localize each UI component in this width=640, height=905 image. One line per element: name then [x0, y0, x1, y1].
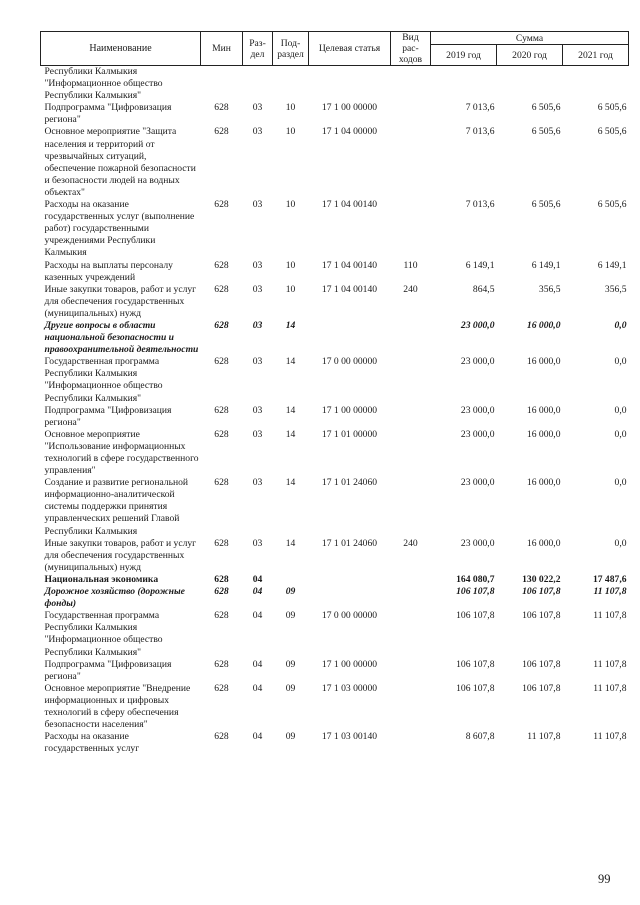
row-name: Основное мероприятие "Внедрение информационных и цифровых технологий в сферу обеспечения безопасности населения" [44, 682, 191, 731]
row-celevaya [309, 320, 391, 356]
row-sum-2019: 164 080,7 [456, 573, 495, 585]
row-celevaya: 17 0 00 00000 [321, 356, 378, 368]
row-razdel: 04 [252, 658, 263, 670]
row-sum-2020 [497, 66, 563, 103]
row-name: Подпрограмма "Цифровизация региона" [44, 404, 172, 428]
row-razdel: 03 [252, 102, 263, 114]
header-podrazdel: Под-раздел [273, 32, 309, 66]
row-sum-2019: 23 000,0 [460, 537, 495, 549]
row-name: Расходы на выплаты персоналу казенных учреждений [44, 259, 173, 283]
table-row [41, 477, 629, 537]
row-name: Национальная экономика [44, 573, 159, 585]
row-name: Основное мероприятие "Защита населения и территорий от чрезвычайных ситуаций, обеспечение пожарной безопасности и безопасности людей на водных объектах" [44, 126, 196, 198]
row-name: Иные закупки товаров, работ и услуг для обеспечения государственных (муниципальных) нужд [44, 283, 197, 319]
row-celevaya: 17 1 01 24060 [321, 477, 378, 489]
row-min: 628 [214, 731, 229, 743]
row-name: Государственная программа Республики Калмыкия "Информационное общество Республики Калмыкия" [44, 356, 163, 404]
row-sum-2019: 106 107,8 [456, 658, 495, 670]
row-vid [391, 126, 431, 199]
row-sum-2021: 17 487,6 [592, 573, 627, 585]
row-podrazdel: 09 [285, 731, 296, 743]
row-razdel: 04 [252, 610, 263, 622]
row-celevaya: 17 1 03 00000 [321, 682, 378, 694]
row-celevaya: 17 1 04 00140 [321, 199, 378, 211]
row-celevaya: 17 0 00 00000 [321, 610, 378, 622]
row-vid [391, 683, 431, 731]
row-vid [391, 574, 431, 586]
row-vid: 240 [403, 537, 418, 549]
row-sum-2020: 16 000,0 [526, 537, 561, 549]
table-row [41, 126, 629, 199]
row-sum-2021: 356,5 [604, 283, 627, 295]
row-name: Подпрограмма "Цифровизация региона" [44, 658, 172, 682]
row-min [201, 66, 243, 103]
row-sum-2019: 106 107,8 [456, 586, 495, 598]
header-year-2021: 2021 год [563, 45, 629, 66]
table-row [41, 260, 629, 284]
row-name: Иные закупки товаров, работ и услуг для обеспечения государственных (муниципальных) нужд [44, 537, 197, 573]
row-name: Государственная программа Республики Калмыкия "Информационное общество Республики Калмыкия" [44, 610, 163, 658]
row-podrazdel: 10 [285, 259, 296, 271]
row-sum-2020: 106 107,8 [522, 610, 561, 622]
row-min: 628 [214, 428, 229, 440]
table-body [41, 66, 629, 756]
row-sum-2020: 106 107,8 [522, 658, 561, 670]
row-sum-2020: 16 000,0 [526, 477, 561, 489]
row-razdel: 03 [252, 199, 263, 211]
row-sum-2021: 11 107,8 [593, 658, 627, 670]
row-razdel: 03 [252, 283, 263, 295]
row-sum-2020: 11 107,8 [527, 731, 561, 743]
row-vid [391, 320, 431, 356]
row-razdel [243, 66, 273, 103]
row-celevaya: 17 1 00 00000 [321, 658, 378, 670]
row-sum-2019: 7 013,6 [465, 102, 495, 114]
row-sum-2020: 6 149,1 [531, 259, 561, 271]
row-podrazdel [273, 574, 309, 586]
row-vid: 240 [403, 283, 418, 295]
row-name: Подпрограмма "Цифровизация региона" [44, 102, 172, 126]
row-podrazdel: 14 [285, 537, 296, 549]
row-min: 628 [214, 199, 229, 211]
row-min: 628 [214, 319, 229, 331]
row-min: 628 [214, 102, 229, 114]
row-name: Республики Калмыкия "Информационное общество Республики Калмыкия" [44, 66, 163, 102]
row-sum-2019: 23 000,0 [460, 428, 495, 440]
row-sum-2019: 8 607,8 [465, 731, 495, 743]
row-sum-2020: 106 107,8 [522, 682, 561, 694]
row-sum-2020: 130 022,2 [522, 573, 561, 585]
header-min: Мин [201, 32, 243, 66]
row-podrazdel: 14 [285, 356, 296, 368]
header-year-2019: 2019 год [431, 45, 497, 66]
header-razdel: Раз-дел [243, 32, 273, 66]
row-sum-2021: 0,0 [614, 356, 627, 368]
row-min: 628 [214, 259, 229, 271]
row-sum-2021: 6 505,6 [597, 102, 627, 114]
row-vid [391, 429, 431, 477]
row-sum-2019: 23 000,0 [460, 477, 495, 489]
row-vid [391, 586, 431, 610]
row-razdel: 04 [252, 573, 263, 585]
row-min: 628 [214, 586, 229, 598]
row-celevaya [309, 66, 391, 103]
row-celevaya [309, 574, 391, 586]
row-podrazdel: 14 [285, 428, 296, 440]
row-sum-2020: 6 505,6 [531, 102, 561, 114]
row-sum-2021: 11 107,8 [593, 682, 627, 694]
row-razdel: 03 [252, 477, 263, 489]
row-podrazdel: 10 [285, 283, 296, 295]
row-sum-2019: 6 149,1 [465, 259, 495, 271]
row-sum-2020: 16 000,0 [526, 404, 561, 416]
row-sum-2020: 6 505,6 [531, 126, 561, 138]
row-min: 628 [214, 658, 229, 670]
row-sum-2021: 11 107,8 [593, 610, 627, 622]
row-sum-2020: 6 505,6 [531, 199, 561, 211]
row-podrazdel [273, 66, 309, 103]
table-row [41, 284, 629, 320]
row-razdel: 03 [252, 126, 263, 138]
table-row [41, 66, 629, 103]
row-sum-2019: 106 107,8 [456, 682, 495, 694]
row-min: 628 [214, 477, 229, 489]
row-vid [391, 356, 431, 404]
row-vid: 110 [403, 259, 418, 271]
row-vid [391, 66, 431, 103]
row-min: 628 [214, 283, 229, 295]
row-razdel: 03 [252, 428, 263, 440]
row-min: 628 [214, 573, 229, 585]
header-summa: Сумма [431, 32, 629, 45]
row-vid [391, 102, 431, 126]
header-vid: Вид рас-ходов [391, 32, 431, 66]
row-celevaya: 17 1 00 00000 [321, 102, 378, 114]
row-sum-2019: 23 000,0 [460, 319, 495, 331]
table-row [41, 356, 629, 404]
row-razdel: 03 [252, 537, 263, 549]
row-name: Расходы на оказание государственных услуг [44, 731, 140, 755]
row-min: 628 [214, 126, 229, 138]
row-sum-2019: 7 013,6 [465, 199, 495, 211]
row-podrazdel: 14 [285, 404, 296, 416]
row-min: 628 [214, 682, 229, 694]
table-row [41, 586, 629, 610]
row-name: Расходы на оказание государственных услуг (выполнение работ) государственными учреждениями Республики Калмыкия [44, 199, 195, 259]
row-sum-2020: 16 000,0 [526, 319, 561, 331]
table-row [41, 405, 629, 429]
row-podrazdel: 14 [285, 319, 296, 331]
row-razdel: 04 [252, 731, 263, 743]
row-podrazdel: 10 [285, 126, 296, 138]
row-sum-2021: 6 505,6 [597, 199, 627, 211]
row-name: Дорожное хозяйство (дорожные фонды) [44, 586, 185, 610]
row-podrazdel: 09 [285, 586, 296, 598]
table-row [41, 610, 629, 658]
row-podrazdel: 10 [285, 102, 296, 114]
row-sum-2021: 0,0 [614, 319, 627, 331]
page-number: 99 [598, 872, 611, 886]
table-row [41, 574, 629, 586]
row-min: 628 [214, 356, 229, 368]
row-celevaya: 17 1 04 00000 [321, 126, 378, 138]
row-podrazdel: 10 [285, 199, 296, 211]
header-name: Наименование [41, 32, 201, 66]
row-celevaya: 17 1 04 00140 [321, 283, 378, 295]
row-sum-2021: 6 505,6 [597, 126, 627, 138]
row-vid [391, 731, 431, 755]
row-razdel: 04 [252, 682, 263, 694]
row-celevaya: 17 1 01 24060 [321, 537, 378, 549]
row-sum-2019: 7 013,6 [465, 126, 495, 138]
row-min: 628 [214, 537, 229, 549]
row-name: Другие вопросы в области национальной безопасности и правоохранительной деятельности [44, 319, 199, 356]
table-row [41, 102, 629, 126]
row-sum-2019: 23 000,0 [460, 356, 495, 368]
row-sum-2021: 0,0 [614, 428, 627, 440]
row-sum-2021 [563, 66, 629, 103]
row-razdel: 04 [252, 586, 263, 598]
row-celevaya: 17 1 03 00140 [321, 731, 378, 743]
header-celevaya: Целевая статья [309, 32, 391, 66]
table-header [41, 32, 629, 66]
row-name: Основное мероприятие "Использование информационных технологий в сфере государственного управления" [44, 428, 199, 477]
row-vid [391, 659, 431, 683]
row-min: 628 [214, 610, 229, 622]
row-razdel: 03 [252, 404, 263, 416]
row-sum-2019: 106 107,8 [456, 610, 495, 622]
row-sum-2019 [431, 66, 497, 103]
row-sum-2020: 356,5 [538, 283, 561, 295]
row-sum-2021: 11 107,8 [593, 586, 627, 598]
table-row [41, 320, 629, 356]
row-vid [391, 610, 431, 658]
row-celevaya [309, 586, 391, 610]
row-podrazdel: 14 [285, 477, 296, 489]
table-row [41, 429, 629, 477]
row-celevaya: 17 1 04 00140 [321, 259, 378, 271]
row-sum-2020: 16 000,0 [526, 428, 561, 440]
row-razdel: 03 [252, 319, 263, 331]
row-podrazdel: 09 [285, 658, 296, 670]
table-row [41, 659, 629, 683]
row-podrazdel: 09 [285, 610, 296, 622]
row-sum-2021: 0,0 [614, 477, 627, 489]
budget-table [40, 31, 629, 755]
row-celevaya: 17 1 00 00000 [321, 404, 378, 416]
table-row [41, 731, 629, 755]
row-sum-2019: 23 000,0 [460, 404, 495, 416]
row-razdel: 03 [252, 356, 263, 368]
row-sum-2021: 0,0 [614, 404, 627, 416]
row-podrazdel: 09 [285, 682, 296, 694]
row-vid [391, 477, 431, 537]
row-razdel: 03 [252, 259, 263, 271]
row-sum-2020: 106 107,8 [522, 586, 561, 598]
row-sum-2020: 16 000,0 [526, 356, 561, 368]
table-row [41, 538, 629, 574]
row-sum-2019: 864,5 [472, 283, 495, 295]
row-sum-2021: 11 107,8 [593, 731, 627, 743]
table-row [41, 199, 629, 259]
header-year-2020: 2020 год [497, 45, 563, 66]
row-vid [391, 405, 431, 429]
row-celevaya: 17 1 01 00000 [321, 428, 378, 440]
table-row [41, 683, 629, 731]
row-vid [391, 199, 431, 259]
row-name: Создание и развитие региональной информационно-аналитической системы поддержки принятия управленческих решений Главой Республики Калмыкия [44, 477, 189, 537]
row-sum-2021: 6 149,1 [597, 259, 627, 271]
row-sum-2021: 0,0 [614, 537, 627, 549]
row-min: 628 [214, 404, 229, 416]
